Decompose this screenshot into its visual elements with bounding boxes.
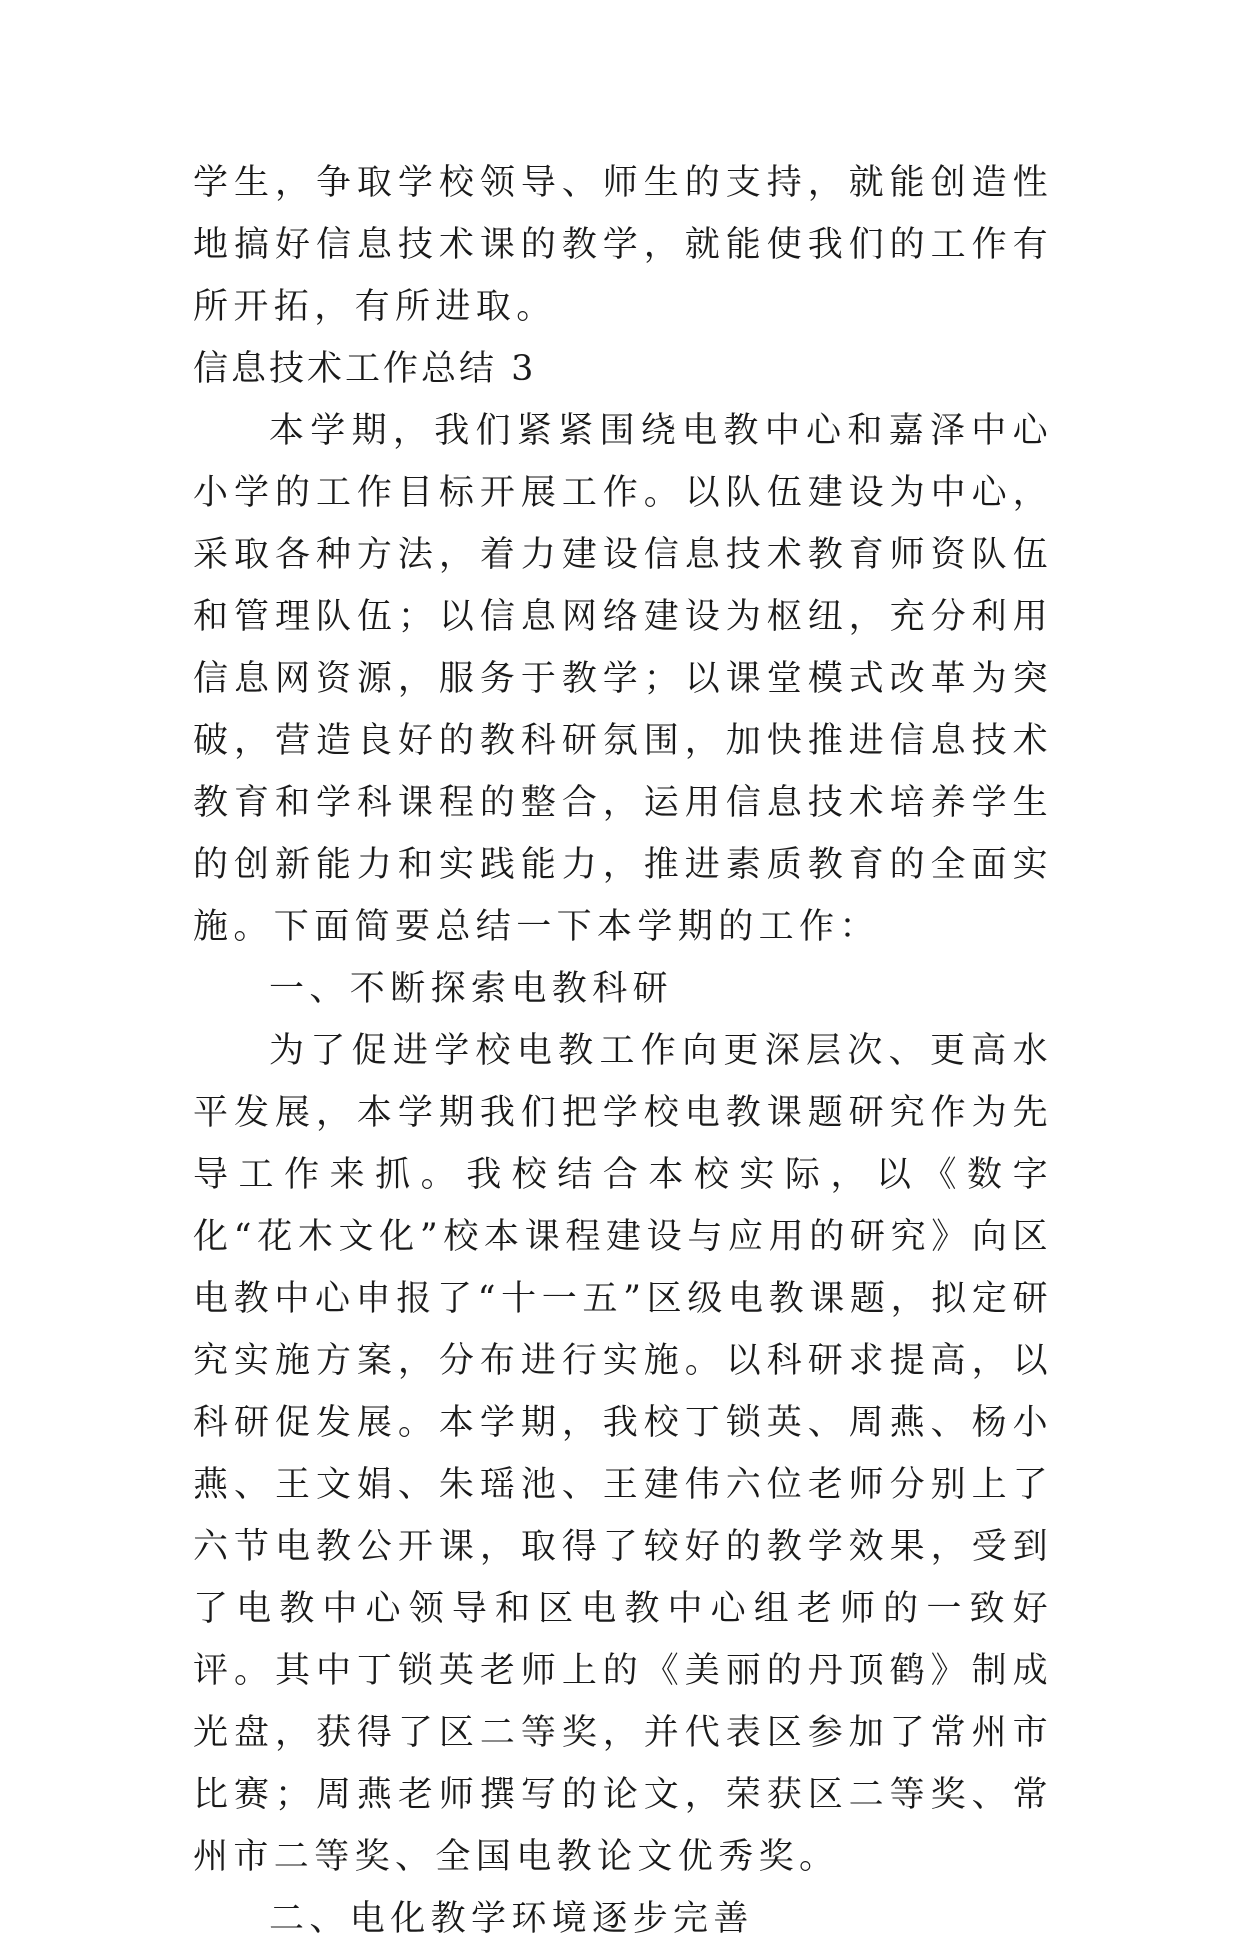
section-heading-1: 一、不断探索电教科研 [269,969,674,1009]
intro-paragraph: 本学期，我们紧紧围绕电教中心和嘉泽中心小学的工作目标开展工作。以队伍建设为中心，采取各种方法，着力建设信息技术教育师资队伍和管理队伍；以信息网络建设为枢纽，充分利用信息网资源，服务于教学；以课堂模式改革为突破，营造良好的教科研氛围，加快推进信息技术教育和学科课程的整合，运用信息技术培养学生的创新能力和实践能力，推进素质教育的全面实施。下面简要总结一下本学期的工作： [193,411,1053,947]
continuation-paragraph: 学生，争取学校领导、师生的支持，就能创造性地搞好信息技术课的教学，就能使我们的工作有所开拓，有所进取。 [193,163,1053,327]
section-1-paragraph: 为了促进学校电教工作向更深层次、更高水平发展，本学期我们把学校电教课题研究作为先导工作来抓。我校结合本校实际，以《数字化“花木文化”校本课程建设与应用的研究》向区电教中心申报了“十一五”区级电教课题，拟定研究实施方案，分布进行实施。以科研求提高，以科研促发展。本学期，我校丁锁英、周燕、杨小燕、王文娟、朱瑶池、王建伟六位老师分别上了六节电教公开课，取得了较好的教学效果，受到了电教中心领导和区电教中心组老师的一致好评。其中丁锁英老师上的《美丽的丹顶鹤》制成光盘，获得了区二等奖，并代表区参加了常州市比赛；周燕老师撰写的论文，荣获区二等奖、常州市二等奖、全国电教论文优秀奖。 [193,1031,1053,1877]
document-title: 信息技术工作总结 3 [193,349,537,389]
document-page [193,152,1053,1950]
section-heading-2: 二、电化教学环境逐步完善 [269,1899,754,1939]
